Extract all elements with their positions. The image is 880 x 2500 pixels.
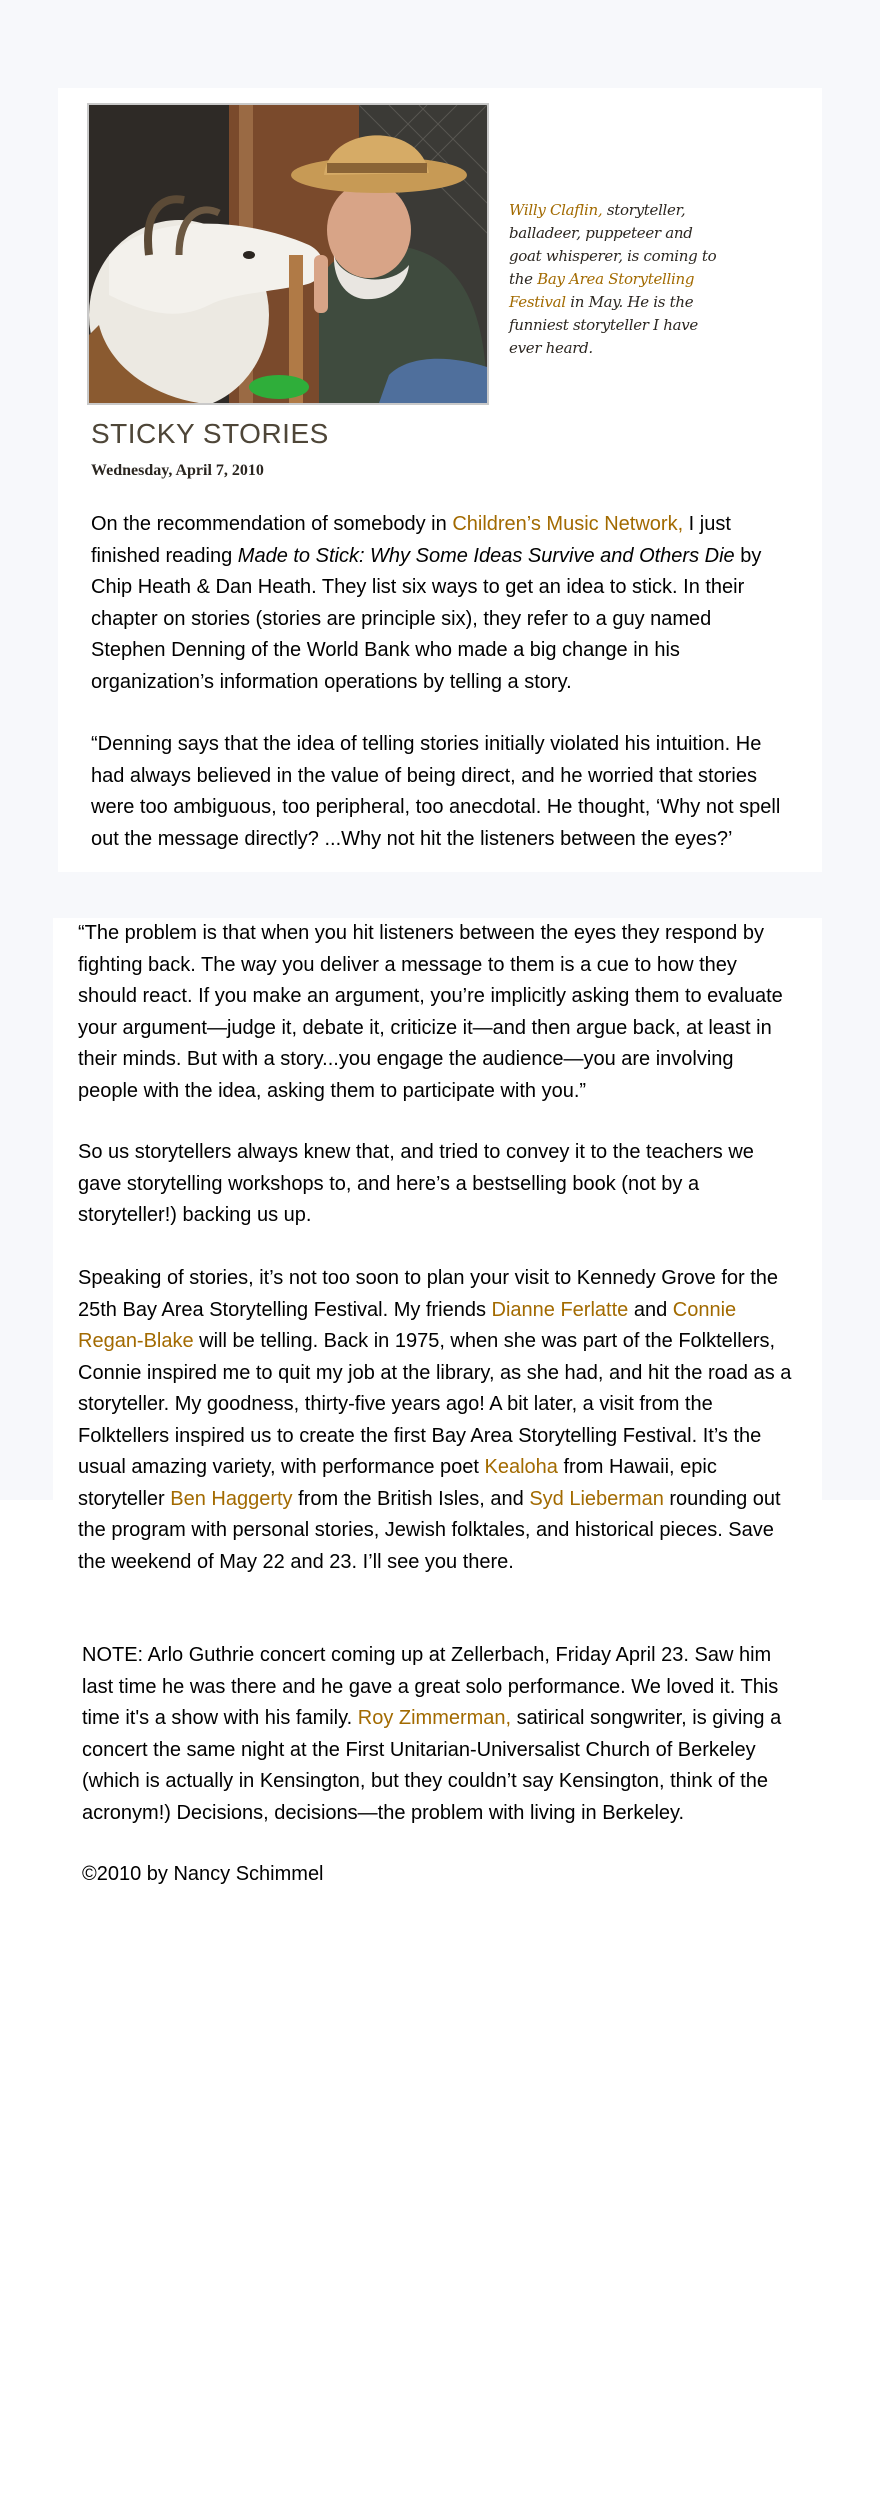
childrens-music-network-link[interactable]: Children’s Music Network, [452,513,684,535]
caption-text-2: in May. He is the funniest storyteller I have ever heard. [509,293,698,357]
p5-text-a: Speaking of stories, it’s not too soon to plan your visit to Kennedy Grove for the 25th Bay Area Storytelling Festival. My friends [78,1267,779,1321]
roy-zimmerman-link[interactable]: Roy Zimmerman, [357,1707,512,1729]
p5-text-f: rounding out the program with personal stories, Jewish folktales, and historical pieces. Save the weekend of May 22 and 23. I’ll see you there. [78,1487,781,1573]
bay-area-storytelling-festival-link[interactable]: Bay Area Storytelling Festival [509,270,695,311]
paragraph-5 [78,1263,796,1578]
p1-text-a: On the recommendation of somebody in [91,513,453,535]
p5-text-c: will be telling. Back in 1975, when she was part of the Folktellers, Connie inspired me to quit my job at the library, as she had, and hit the road as a storyteller. My goodness, thirty-five years ago! A bit later, a visit from the Folktellers inspired us to create the first Bay Area Storytelling Festival. It’s the usual amazing variety, with performance poet [78,1330,792,1478]
kealoha-link[interactable]: Kealoha [484,1456,558,1478]
photo-caption [509,199,719,360]
willy-claflin-link[interactable]: Willy Claflin, [509,201,603,219]
book-title: Made to Stick: Why Some Ideas Survive and Others Die [237,544,735,567]
p6-text-b: satirical songwriter, is giving a concert the same night at the First Unitarian-Universalist Church of Berkeley (which is actually in Kensington, but they couldn’t say Kensington, think of the acronym!) Decisions, decisions—the problem with living in Berkeley. [82,1707,782,1824]
post-title: STICKY STORIES [91,418,329,449]
p1-text-b: I just finished reading [91,513,731,567]
connie-regan-blake-link[interactable]: Connie Regan-Blake [78,1298,737,1352]
p5-text-e: from the British Isles, and [292,1487,530,1510]
p5-text-b: and [628,1298,673,1321]
copyright-line: ©2010 by Nancy Schimmel [82,1863,324,1885]
post-date: Wednesday, April 7, 2010 [91,462,264,479]
p5-text-d: from Hawaii, epic storyteller [78,1456,717,1510]
paragraph-4: So us storytellers always knew that, and tried to convey it to the teachers we gave storytelling workshops to, and here’s a bestselling book (not by a storyteller!) backing us up. [78,1141,754,1226]
ben-haggerty-link[interactable]: Ben Haggerty [170,1487,293,1510]
p1-text-c: by Chip Heath & Dan Heath. They list six ways to get an idea to stick. In their chapter on stories (stories are principle six), they refer to a guy named Stephen Denning of the World Bank who made a big change in his organization’s information operations by telling a story. [91,544,762,693]
caption-text-1: storyteller, balladeer, puppeteer and goat whisperer, is coming to the [509,201,717,288]
paragraph-note [82,1640,800,1829]
paragraph-2: “Denning says that the idea of telling stories initially violated his intuition. He had always believed in the value of being direct, and he worried that stories were too ambiguous, too peripheral, too anecdotal. He thought, ‘Why not spell out the message directly? ...Why not hit the listeners between the eyes?’ [91,733,781,850]
syd-lieberman-link[interactable]: Syd Lieberman [529,1487,664,1510]
dianne-ferlatte-link[interactable]: Dianne Ferlatte [491,1298,629,1321]
paragraph-3: “The problem is that when you hit listeners between the eyes they respond by fighting back. The way you deliver a message to them is a cue to how they should react. If you make an argument, you’re implicitly asking them to evaluate your argument—judge it, debate it, criticize it—and then argue back, at least in their minds. But with a story...you engage the audience—you are involving people with the idea, asking them to participate with you.” [78,922,783,1102]
p6-text-a: NOTE: Arlo Guthrie concert coming up at Zellerbach, Friday April 23. Saw him last time he was there and he gave a great solo performance. We loved it. This time it's a show with his family. [82,1644,779,1729]
paragraph-1 [91,509,791,698]
storyteller-goat-photo [87,103,489,405]
